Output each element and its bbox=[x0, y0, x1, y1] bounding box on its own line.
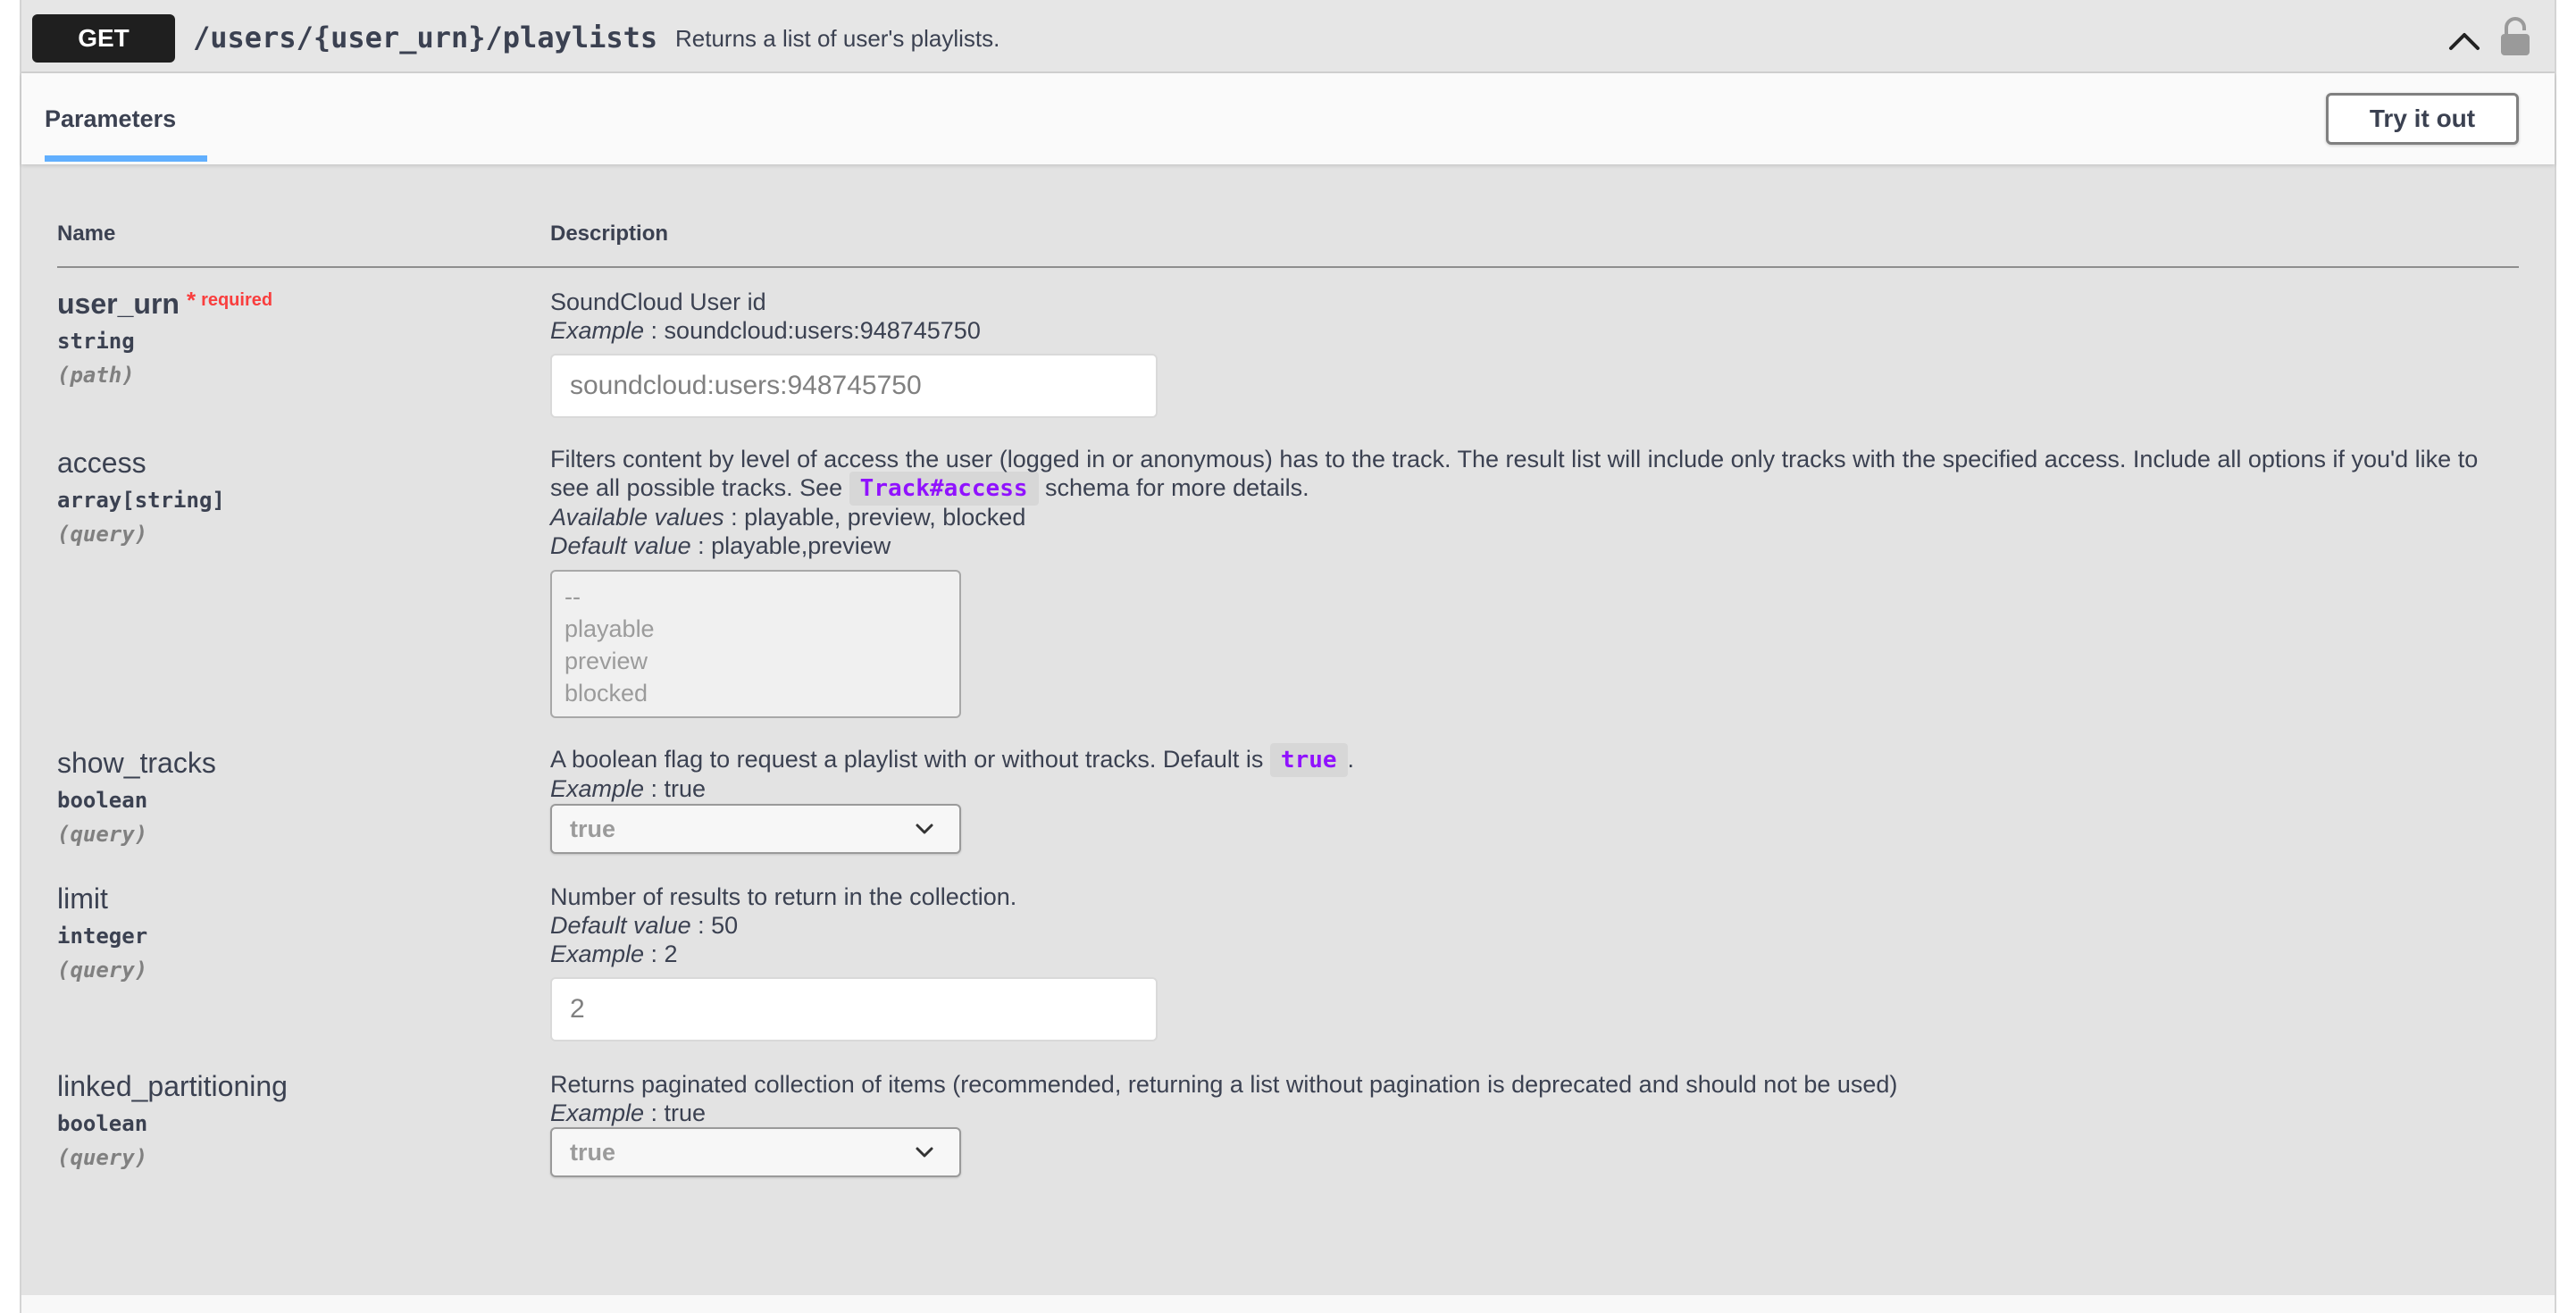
chevron-up-icon[interactable] bbox=[2442, 20, 2487, 59]
inline-code: true bbox=[1270, 743, 1348, 777]
param-in: (query) bbox=[57, 822, 148, 847]
description-text: Returns paginated collection of items (recommended, returning a list without pagination is deprecated and should not be used) bbox=[550, 1071, 1898, 1098]
available-value: : playable, preview, blocked bbox=[723, 504, 1026, 531]
select-option[interactable]: blocked bbox=[565, 680, 648, 707]
example-value: : soundcloud:users:948745750 bbox=[644, 317, 981, 344]
param-description-limit bbox=[550, 882, 1016, 968]
http-method-badge: GET bbox=[32, 14, 175, 63]
column-header-description: Description bbox=[550, 222, 669, 246]
default-value-line bbox=[550, 531, 2515, 560]
lock-icon[interactable] bbox=[2496, 16, 2535, 59]
example-label: Example bbox=[550, 775, 645, 802]
description-text bbox=[550, 445, 2515, 503]
param-name-user-urn bbox=[57, 288, 272, 320]
limit-input[interactable]: 2 bbox=[550, 977, 1158, 1041]
linked-partitioning-select[interactable] bbox=[550, 1127, 961, 1177]
param-description-linked-partitioning bbox=[550, 1070, 1897, 1127]
param-name-show-tracks: show_tracks bbox=[57, 747, 216, 779]
param-name-linked-partitioning: linked_partitioning bbox=[57, 1070, 288, 1102]
select-option[interactable]: playable bbox=[565, 615, 655, 642]
default-value-line bbox=[550, 911, 1016, 940]
param-name-text: user_urn bbox=[57, 288, 180, 320]
param-description-show-tracks bbox=[550, 745, 1354, 803]
endpoint-summary: Returns a list of user's playlists. bbox=[675, 25, 1000, 52]
required-label: required bbox=[201, 290, 273, 310]
example-label: Example bbox=[550, 1100, 645, 1126]
endpoint-path: /users/{user_urn}/playlists bbox=[193, 21, 658, 54]
default-value: : 50 bbox=[690, 912, 739, 939]
required-star: * bbox=[186, 287, 197, 314]
description-part: Filters content by level of access the user (logged in or anonymous) has to the track. The result list will include only tracks with the specified access. Include all options if you'd like to see all possible tracks. See bbox=[550, 446, 2479, 501]
default-label: Default value bbox=[550, 912, 691, 939]
example-line bbox=[550, 1099, 1897, 1127]
user-urn-input[interactable]: soundcloud:users:948745750 bbox=[550, 354, 1158, 418]
param-type: boolean bbox=[57, 788, 148, 813]
description-part: A boolean flag to request a playlist with or without tracks. Default is bbox=[550, 746, 1270, 773]
param-type: integer bbox=[57, 924, 148, 949]
example-label: Example bbox=[550, 941, 645, 967]
param-type: boolean bbox=[57, 1111, 148, 1136]
select-option[interactable]: preview bbox=[565, 648, 648, 674]
default-value: : playable,preview bbox=[690, 532, 891, 559]
param-description-user-urn bbox=[550, 288, 981, 345]
description-part: . bbox=[1347, 746, 1355, 773]
param-in: (query) bbox=[57, 958, 148, 983]
tab-parameters[interactable]: Parameters bbox=[45, 105, 177, 132]
param-name-access: access bbox=[57, 447, 146, 479]
example-value: : true bbox=[644, 1100, 707, 1126]
param-in: (query) bbox=[57, 522, 148, 547]
example-line bbox=[550, 774, 1354, 803]
available-values-line bbox=[550, 503, 2515, 531]
selected-value: true bbox=[570, 1139, 616, 1166]
select-option[interactable]: -- bbox=[565, 583, 581, 610]
responses-section-edge bbox=[21, 1295, 2555, 1313]
example-line bbox=[550, 316, 981, 345]
header-divider bbox=[57, 266, 2519, 268]
operation-summary[interactable] bbox=[21, 0, 2555, 73]
available-label: Available values bbox=[550, 504, 724, 531]
try-it-out-button[interactable]: Try it out bbox=[2326, 93, 2519, 145]
param-in: (path) bbox=[57, 363, 135, 388]
chevron-down-icon bbox=[915, 1145, 934, 1159]
example-label: Example bbox=[550, 317, 645, 344]
tab-bar bbox=[21, 73, 2555, 164]
show-tracks-select[interactable] bbox=[550, 804, 961, 854]
access-multiselect[interactable] bbox=[550, 570, 961, 718]
example-value: : true bbox=[644, 775, 707, 802]
default-label: Default value bbox=[550, 532, 691, 559]
example-value: : 2 bbox=[644, 941, 678, 967]
example-line bbox=[550, 940, 1016, 968]
param-type: array[string] bbox=[57, 488, 225, 513]
description-text: Number of results to return in the collection. bbox=[550, 883, 1017, 910]
description-part: schema for more details. bbox=[1038, 474, 1309, 501]
column-header-name: Name bbox=[57, 222, 116, 246]
active-tab-indicator bbox=[45, 155, 207, 162]
selected-value: true bbox=[570, 815, 616, 842]
description-text bbox=[550, 745, 1354, 774]
param-in: (query) bbox=[57, 1145, 148, 1170]
chevron-down-icon bbox=[915, 822, 934, 836]
description-text: SoundCloud User id bbox=[550, 289, 766, 315]
param-name-limit: limit bbox=[57, 882, 108, 915]
param-description-access bbox=[550, 445, 2515, 560]
param-type: string bbox=[57, 329, 135, 354]
operation-block bbox=[20, 0, 2556, 1313]
schema-code-link: Track#access bbox=[849, 472, 1039, 506]
